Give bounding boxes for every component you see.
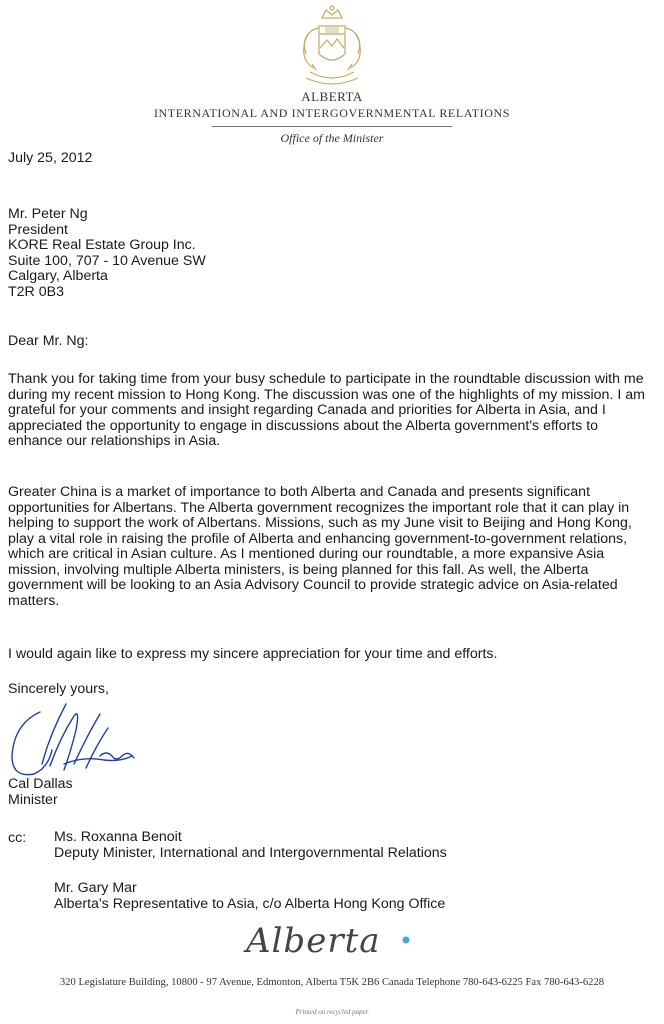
recipient-title: President	[8, 221, 68, 238]
recipient-postal-code: T2R 0B3	[8, 283, 64, 300]
paragraph-text: I would again like to express my sincere appreciation for your time and efforts.	[8, 646, 498, 662]
alberta-logo-wordmark: Alberta	[246, 921, 381, 961]
closing: Sincerely yours,	[8, 681, 109, 697]
paragraph	[8, 647, 656, 663]
recipient-name: Mr. Peter Ng	[8, 206, 88, 222]
cc-title: Alberta's Representative to Asia, c/o Alberta Hong Kong Office	[54, 895, 446, 912]
signatory-title: Minister	[8, 791, 58, 808]
recipient-street: Suite 100, 707 - 10 Avenue SW	[8, 252, 206, 269]
cc-title: Deputy Minister, International and Intergovernmental Relations	[54, 844, 447, 861]
paragraph	[8, 485, 656, 609]
salutation: Dear Mr. Ng:	[8, 333, 89, 349]
paragraph	[8, 372, 656, 450]
cc-label: cc:	[8, 830, 27, 846]
letterhead-department: INTERNATIONAL AND INTERGOVERNMENTAL RELATIONS	[153, 106, 511, 120]
footer-address: 320 Legislature Building, 10800 - 97 Avenue, Edmonton, Alberta T5K 2B6 Canada Telephone 780-643-6225 Fax 780-643-6228	[59, 977, 605, 988]
paragraph-text: Thank you for taking time from your busy schedule to participate in the roundtable discussion with me during my recent mission to Hong Kong. The discussion was one of the highlights of my mission. I am grateful for your comments and insight regarding Canada and priorities for Alberta in Asia, and I appreciated the opportunity to engage in discussions about the Alberta government's efforts to enhance our relationships in Asia.	[8, 371, 645, 449]
recipient-address	[8, 207, 656, 300]
signature-icon	[4, 694, 144, 786]
footer-recycled-note: Printed on recycled paper	[295, 1008, 369, 1016]
letterhead-province: ALBERTA	[301, 89, 363, 104]
cc-name: Ms. Roxanna Benoit	[54, 829, 182, 845]
letterhead-divider	[212, 126, 452, 127]
letter-date: July 25, 2012	[8, 150, 93, 166]
alberta-logo-icon	[240, 918, 420, 962]
paragraph-text: Greater China is a market of importance to both Alberta and Canada and presents significant opportunities for Albertans. The Alberta government recognizes the important role that it can play in helping to support the work of Albertans. Missions, such as my June visit to Beijing and Hong Kong, play a vital role in raising the profile of Alberta and enhancing government-to-government relations, which are critical in Asian culture. As I mentioned during our roundtable, a more expansive Asia mission, involving multiple Alberta ministers, is being planned for this fall. As well, the Alberta government will be looking to an Asia Advisory Council to provide strategic advice on Asia-related matters.	[8, 484, 632, 609]
letterhead-office: Office of the Minister	[280, 131, 384, 145]
coat-of-arms-icon	[292, 4, 372, 92]
signatory-name: Cal Dallas	[8, 776, 73, 792]
signatory-block	[8, 777, 656, 808]
cc-recipient	[54, 881, 445, 912]
cc-name: Mr. Gary Mar	[54, 880, 137, 896]
recipient-city: Calgary, Alberta	[8, 268, 108, 284]
recipient-company: KORE Real Estate Group Inc.	[8, 237, 196, 253]
cc-recipient	[54, 830, 447, 861]
